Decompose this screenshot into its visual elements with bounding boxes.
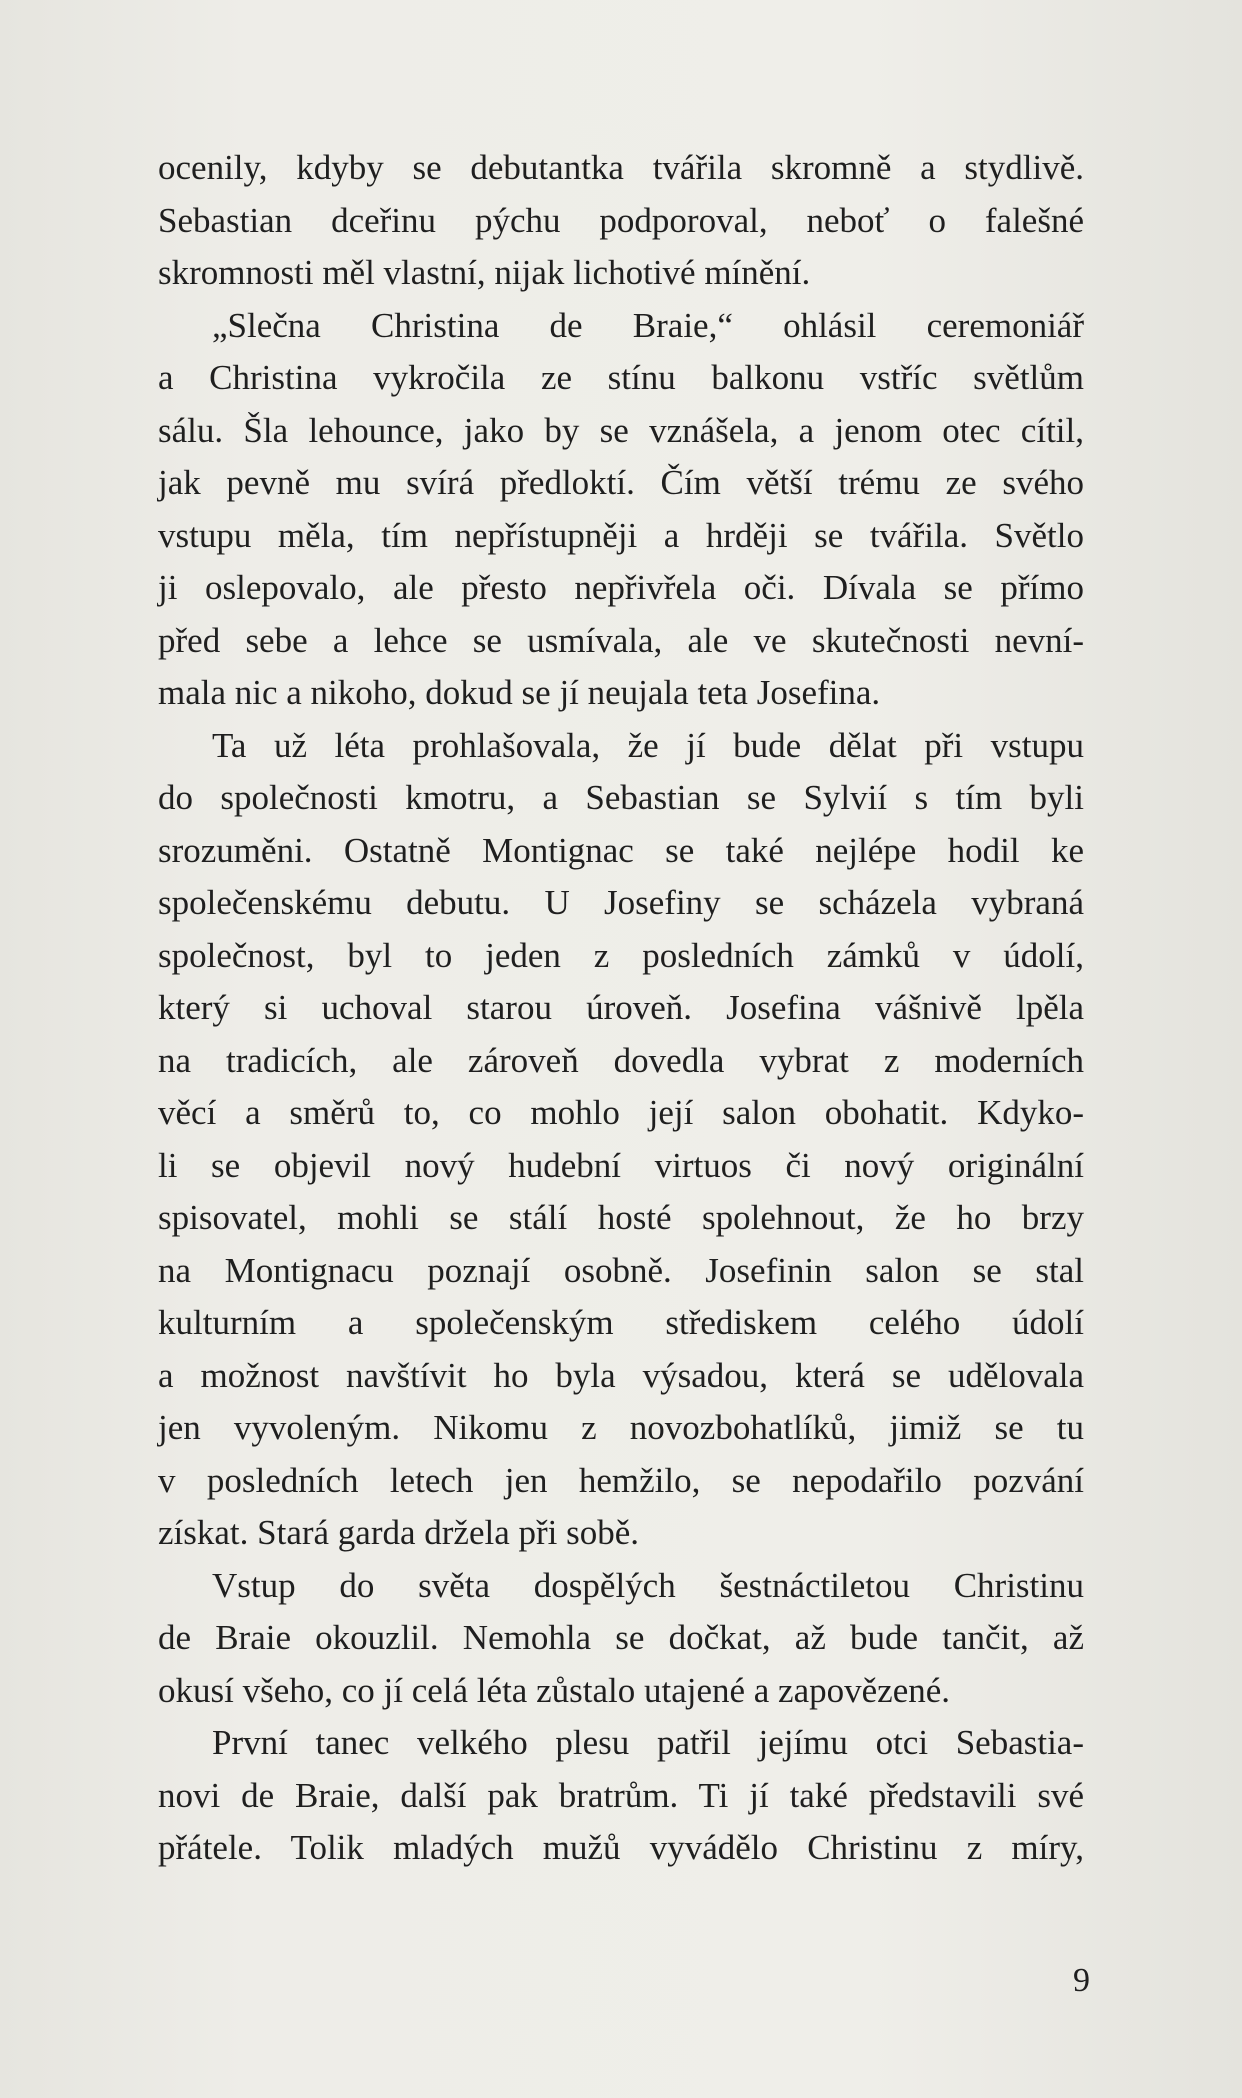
text-line: sálu. Šla lehounce, jako by se vznášela, a jenom otec cítil, xyxy=(158,410,1084,450)
text-line: li se objevil nový hudební virtuos či nový originální xyxy=(158,1145,1084,1185)
text-line: vstupu měla, tím nepřístupněji a hrději se tvářila. Světlo xyxy=(158,515,1084,555)
text-line: na Montignacu poznají osobně. Josefinin salon se stal xyxy=(158,1250,1084,1290)
text-line: ocenily, kdyby se debutantka tvářila skromně a stydlivě. xyxy=(158,148,1084,187)
text-line: na tradicích, ale zároveň dovedla vybrat z moderních xyxy=(158,1040,1084,1080)
text-line: okusí všeho, co jí celá léta zůstalo utajené a zapovězené. xyxy=(158,1670,951,1710)
text-line: První tanec velkého plesu patřil jejímu otci Sebastia- xyxy=(212,1723,1084,1762)
text-line: Ta už léta prohlašovala, že jí bude dělat při vstupu xyxy=(212,725,1084,765)
text-line: ji oslepovalo, ale přesto nepřivřela oči. Dívala se přímo xyxy=(158,568,1084,607)
text-line: před sebe a lehce se usmívala, ale ve skutečnosti nevní- xyxy=(158,620,1084,660)
text-line: získat. Stará garda držela při sobě. xyxy=(158,1513,640,1552)
text-line: do společnosti kmotru, a Sebastian se Sylvií s tím byli xyxy=(158,778,1084,817)
body-text xyxy=(158,142,1084,1875)
text-line: de Braie okouzlil. Nemohla se dočkat, až bude tančit, až xyxy=(158,1618,1084,1657)
text-line: společnost, byl to jeden z posledních zámků v údolí, xyxy=(158,935,1084,975)
text-line: skromnosti měl vlastní, nijak lichotivé mínění. xyxy=(158,253,811,292)
text-line: přátele. Tolik mladých mužů vyvádělo Christinu z míry, xyxy=(158,1828,1084,1867)
text-line: novi de Braie, další pak bratrům. Ti jí také představili své xyxy=(158,1775,1084,1815)
text-line: a Christina vykročila ze stínu balkonu vstříc světlům xyxy=(158,358,1084,397)
text-line: a možnost navštívit ho byla výsadou, která se udělovala xyxy=(158,1355,1084,1395)
text-line: srozuměni. Ostatně Montignac se také nejlépe hodil ke xyxy=(158,830,1084,870)
text-line: „Slečna Christina de Braie,“ ohlásil ceremoniář xyxy=(212,305,1084,345)
text-line: jak pevně mu svírá předloktí. Čím větší trému ze svého xyxy=(158,463,1084,502)
text-line: Vstup do světa dospělých šestnáctiletou Christinu xyxy=(212,1565,1084,1605)
text-line: společenskému debutu. U Josefiny se scházela vybraná xyxy=(158,883,1084,922)
text-line: který si uchoval starou úroveň. Josefina vášnivě lpěla xyxy=(158,988,1084,1027)
text-line: spisovatel, mohli se stálí hosté spolehnout, že ho brzy xyxy=(158,1198,1084,1237)
text-line: kulturním a společenským střediskem celého údolí xyxy=(158,1303,1084,1342)
text-line: v posledních letech jen hemžilo, se nepodařilo pozvání xyxy=(158,1460,1084,1500)
text-line: jen vyvoleným. Nikomu z novozbohatlíků, jimiž se tu xyxy=(158,1408,1084,1447)
page-number: 9 xyxy=(1073,1962,1090,1999)
text-line: mala nic a nikoho, dokud se jí neujala teta Josefina. xyxy=(158,673,881,712)
text-line: věcí a směrů to, co mohlo její salon obohatit. Kdyko- xyxy=(158,1093,1084,1132)
text-line: Sebastian dceřinu pýchu podporoval, neboť o falešné xyxy=(158,200,1084,240)
